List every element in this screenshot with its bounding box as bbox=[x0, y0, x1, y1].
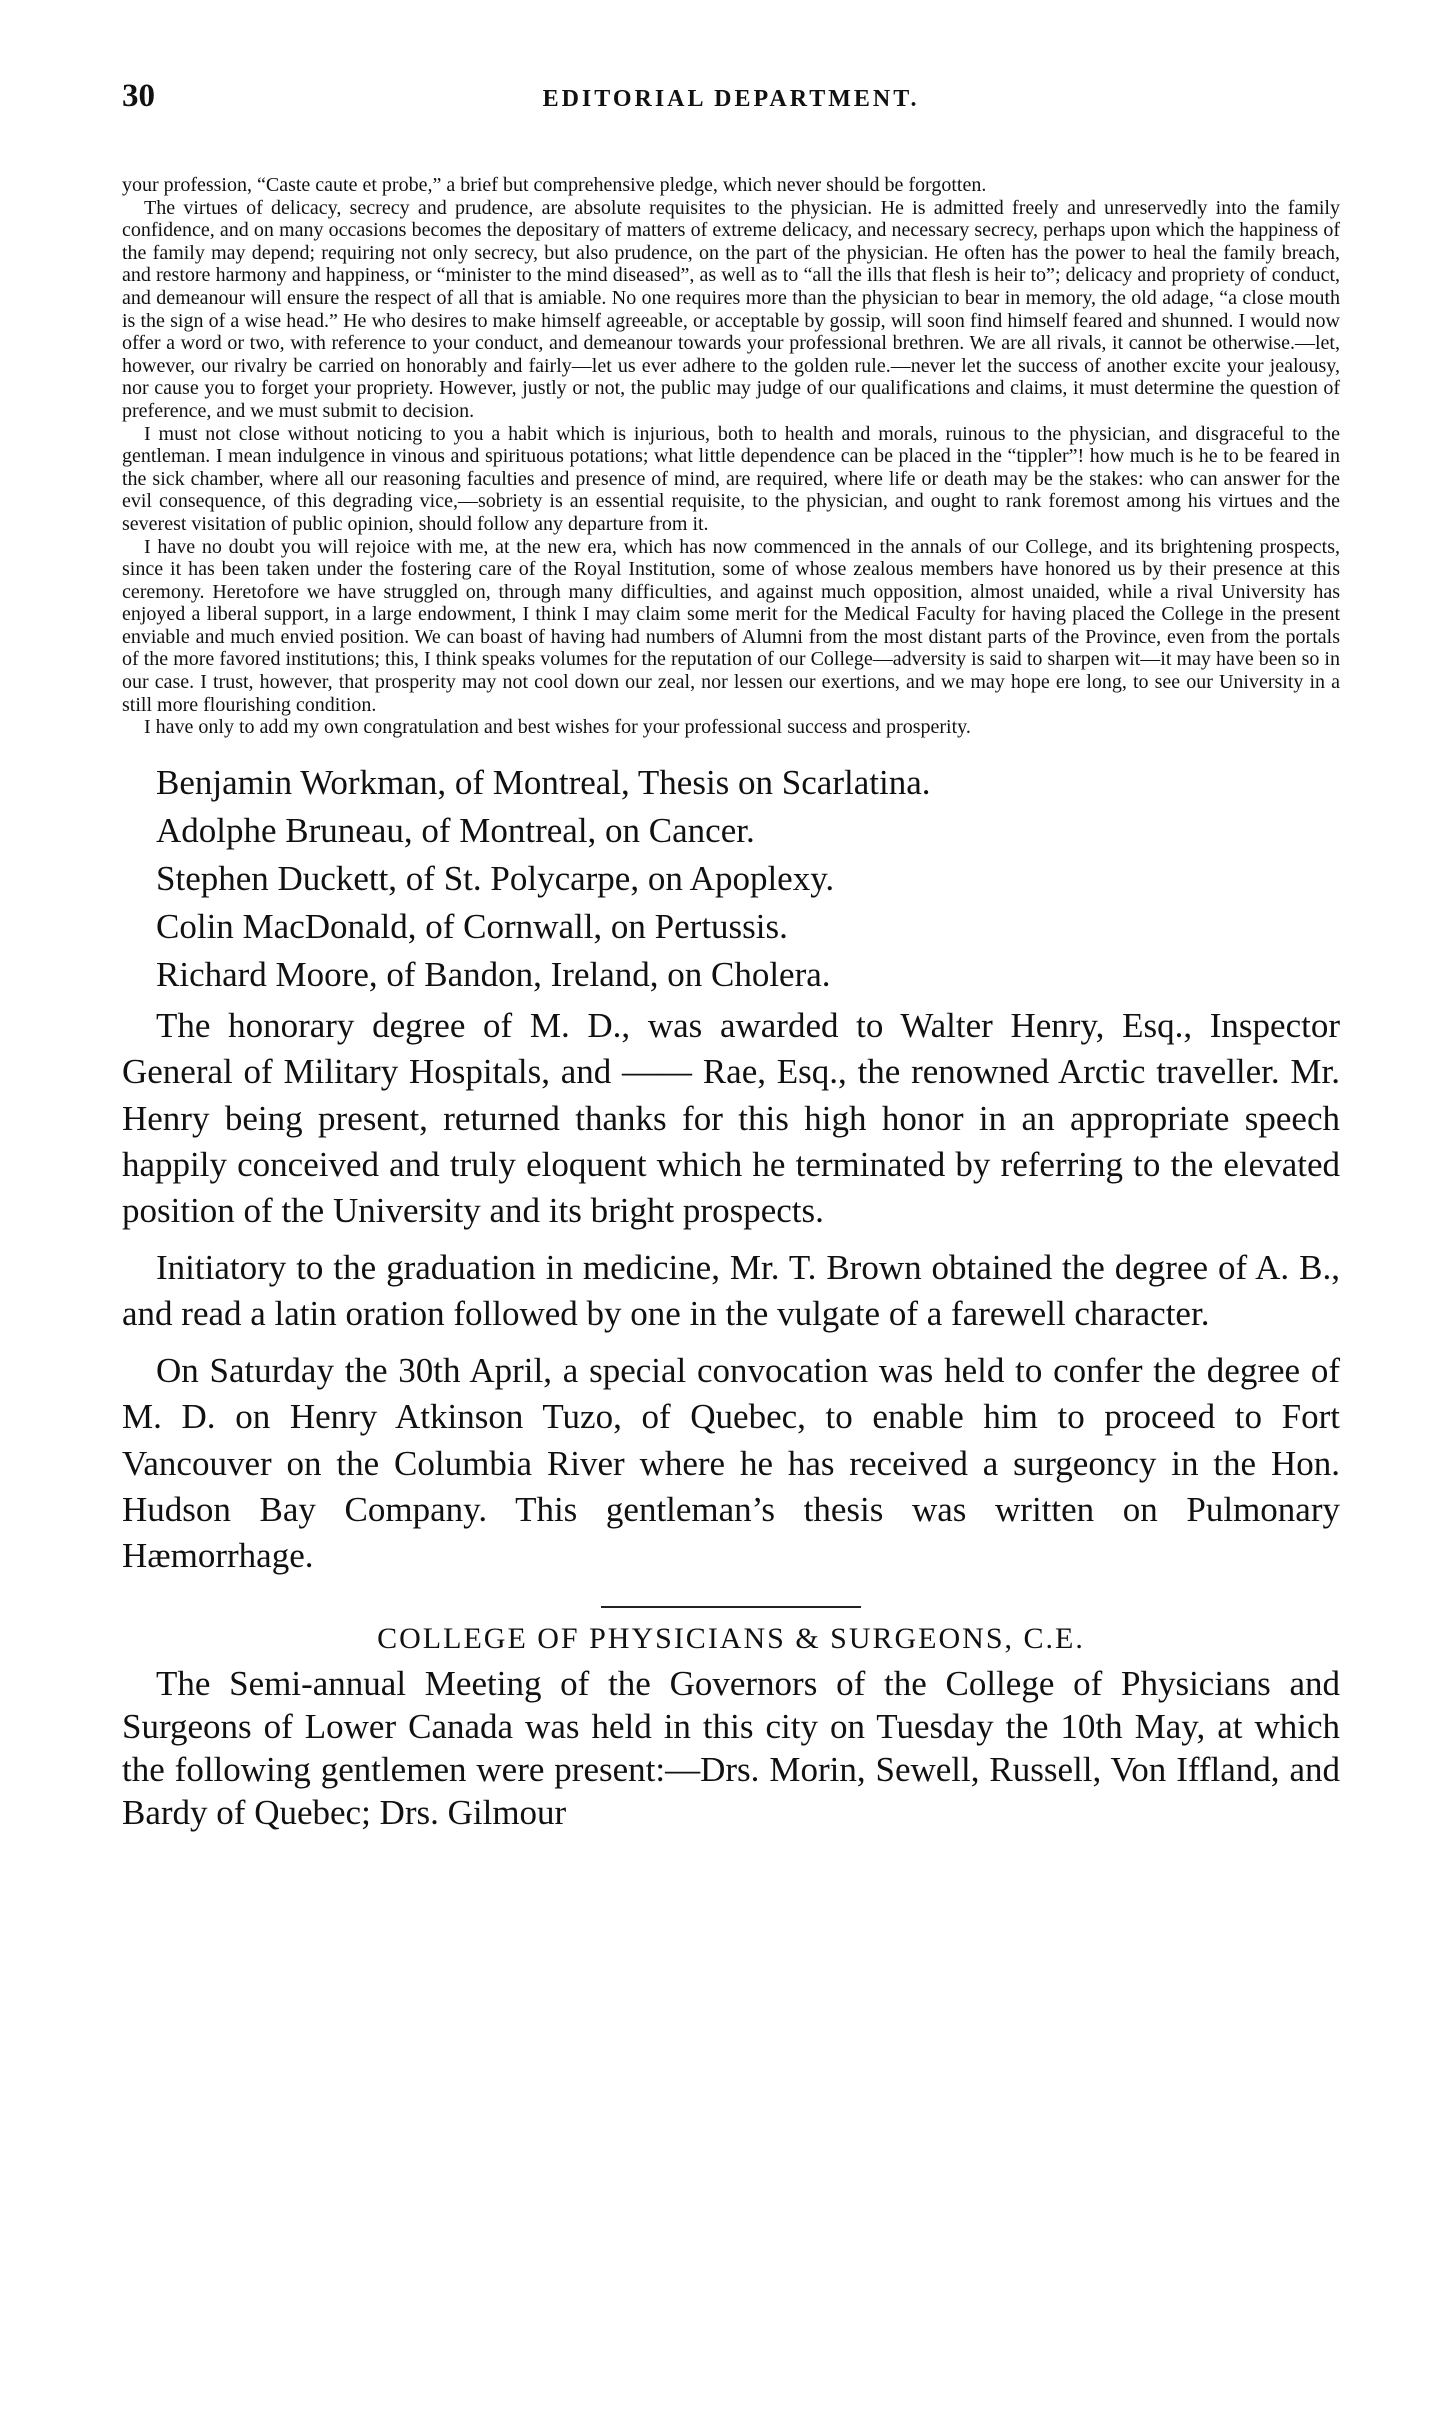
section-body bbox=[122, 1662, 1340, 1834]
graduate-entry: Colin MacDonald, of Cornwall, on Pertussis. bbox=[156, 906, 788, 946]
page bbox=[122, 78, 1340, 1834]
address-paragraph: I have only to add my own congratulation and best wishes for your professional success and prosperity. bbox=[144, 716, 971, 739]
graduate-entry: Richard Moore, of Bandon, Ireland, on Cholera. bbox=[156, 954, 831, 994]
section-title: COLLEGE OF PHYSICIANS & SURGEONS, C.E. bbox=[377, 1621, 1085, 1655]
section-divider bbox=[601, 1606, 861, 1608]
page-number: 30 bbox=[122, 78, 155, 114]
page-header bbox=[122, 78, 1340, 138]
body-text bbox=[122, 1003, 1340, 1580]
address-paragraph: I must not close without noticing to you a habit which is injurious, both to health and morals, ruinous to the physician, and disgraceful to the gentleman. I mean indulgence in vinous and spirituous potations; what little dependence can be placed in the “tippler”! how much is he to be feared in the sick chamber, where all our reasoning faculties and presence of mind, are required, where life or death may be the stakes: who can answer for the evil consequence, of this degrading vice,—sobriety is an essential requisite, to the physician, and ought to rank foremost among his virtues and the severest visitation of public opinion, should follow any departure from it. bbox=[122, 422, 1340, 535]
body-paragraph: On Saturday the 30th April, a special convocation was held to confer the degree of M. D. on Henry Atkinson Tuzo, of Quebec, to enable him to proceed to Fort Vancouver on the Columbia River where he has received a surgeoncy in the Hon. Hudson Bay Company. This gentleman’s thesis was written on Pulmonary Hæmorrhage. bbox=[122, 1350, 1340, 1576]
graduate-entry: Benjamin Workman, of Montreal, Thesis on Scarlatina. bbox=[156, 762, 931, 802]
graduates-list bbox=[122, 759, 1340, 999]
body-paragraph: Initiatory to the graduation in medicine, Mr. T. Brown obtained the degree of A. B., and read a latin oration followed by one in the vulgate of a farewell character. bbox=[122, 1247, 1340, 1334]
running-head: EDITORIAL DEPARTMENT. bbox=[542, 86, 920, 112]
graduate-entry: Stephen Duckett, of St. Polycarpe, on Apoplexy. bbox=[156, 858, 835, 898]
graduate-entry: Adolphe Bruneau, of Montreal, on Cancer. bbox=[156, 810, 755, 850]
address-paragraph: The virtues of delicacy, secrecy and prudence, are absolute requisites to the physician. He is admitted freely and unreservedly into the family confidence, and on many occasions becomes the depositary of matters of extreme delicacy, and necessary secrecy, perhaps upon which the happiness of the family may depend; requiring not only secrecy, but also prudence, on the part of the physician. He often has the power to heal the family breach, and restore harmony and happiness, or “minister to the mind diseased”, as well as to “all the ills that flesh is heir to”; delicacy and propriety of conduct, and demeanour will ensure the respect of all that is amiable. No one requires more than the physician to bear in memory, the old adage, “a close mouth is the sign of a wise head.” He who desires to make himself agreeable, or acceptable by gossip, will soon find himself feared and shunned. I would now offer a word or two, with reference to your conduct, and demeanour towards your professional brethren. We are all rivals, it cannot be otherwise.—let, however, our rivalry be carried on honorably and fairly—let us ever adhere to the golden rule.—never let the success of another excite your jealousy, nor cause you to forget your propriety. However, justly or not, the public may judge of our qualifications and claims, it must determine the question of preference, and we must submit to decision. bbox=[122, 196, 1340, 422]
address-paragraph: your profession, “Caste caute et probe,” a brief but comprehensive pledge, which never should be forgotten. bbox=[122, 174, 987, 196]
address-text bbox=[122, 174, 1340, 739]
section-paragraph: The Semi-annual Meeting of the Governors of the College of Physicians and Surgeons of Lower Canada was held in this city on Tuesday the 10th May, at which the following gentlemen were present:—Drs. Morin, Sewell, Russell, Von Iffland, and Bardy of Quebec; Drs. Gilmour bbox=[122, 1663, 1340, 1832]
address-paragraph: I have no doubt you will rejoice with me, at the new era, which has now commenced in the annals of our College, and its brightening prospects, since it has been taken under the fostering care of the Royal Institution, some of whose zealous members have honored us by their presence at this ceremony. Heretofore we have struggled on, through many difficulties, and against much opposition, almost unaided, while a rival University has enjoyed a liberal support, in a large endowment, I think I may claim some merit for the Medical Faculty for having placed the College in the present enviable and much envied position. We can boast of having had numbers of Alumni from the most distant parts of the Province, even from the portals of the more favored institutions; this, I think speaks volumes for the reputation of our College—adversity is said to sharpen wit—it may have been so in our case. I trust, however, that prosperity may not cool down our zeal, nor lessen our exertions, and we may hope ere long, to see our University in a still more flourishing condition. bbox=[122, 535, 1340, 716]
body-paragraph: The honorary degree of M. D., was awarded to Walter Henry, Esq., Inspector General of Military Hospitals, and —— Rae, Esq., the renowned Arctic traveller. Mr. Henry being present, returned thanks for this high honor in an appropriate speech happily conceived and truly eloquent which he terminated by referring to the elevated position of the University and its bright prospects. bbox=[122, 1005, 1340, 1231]
